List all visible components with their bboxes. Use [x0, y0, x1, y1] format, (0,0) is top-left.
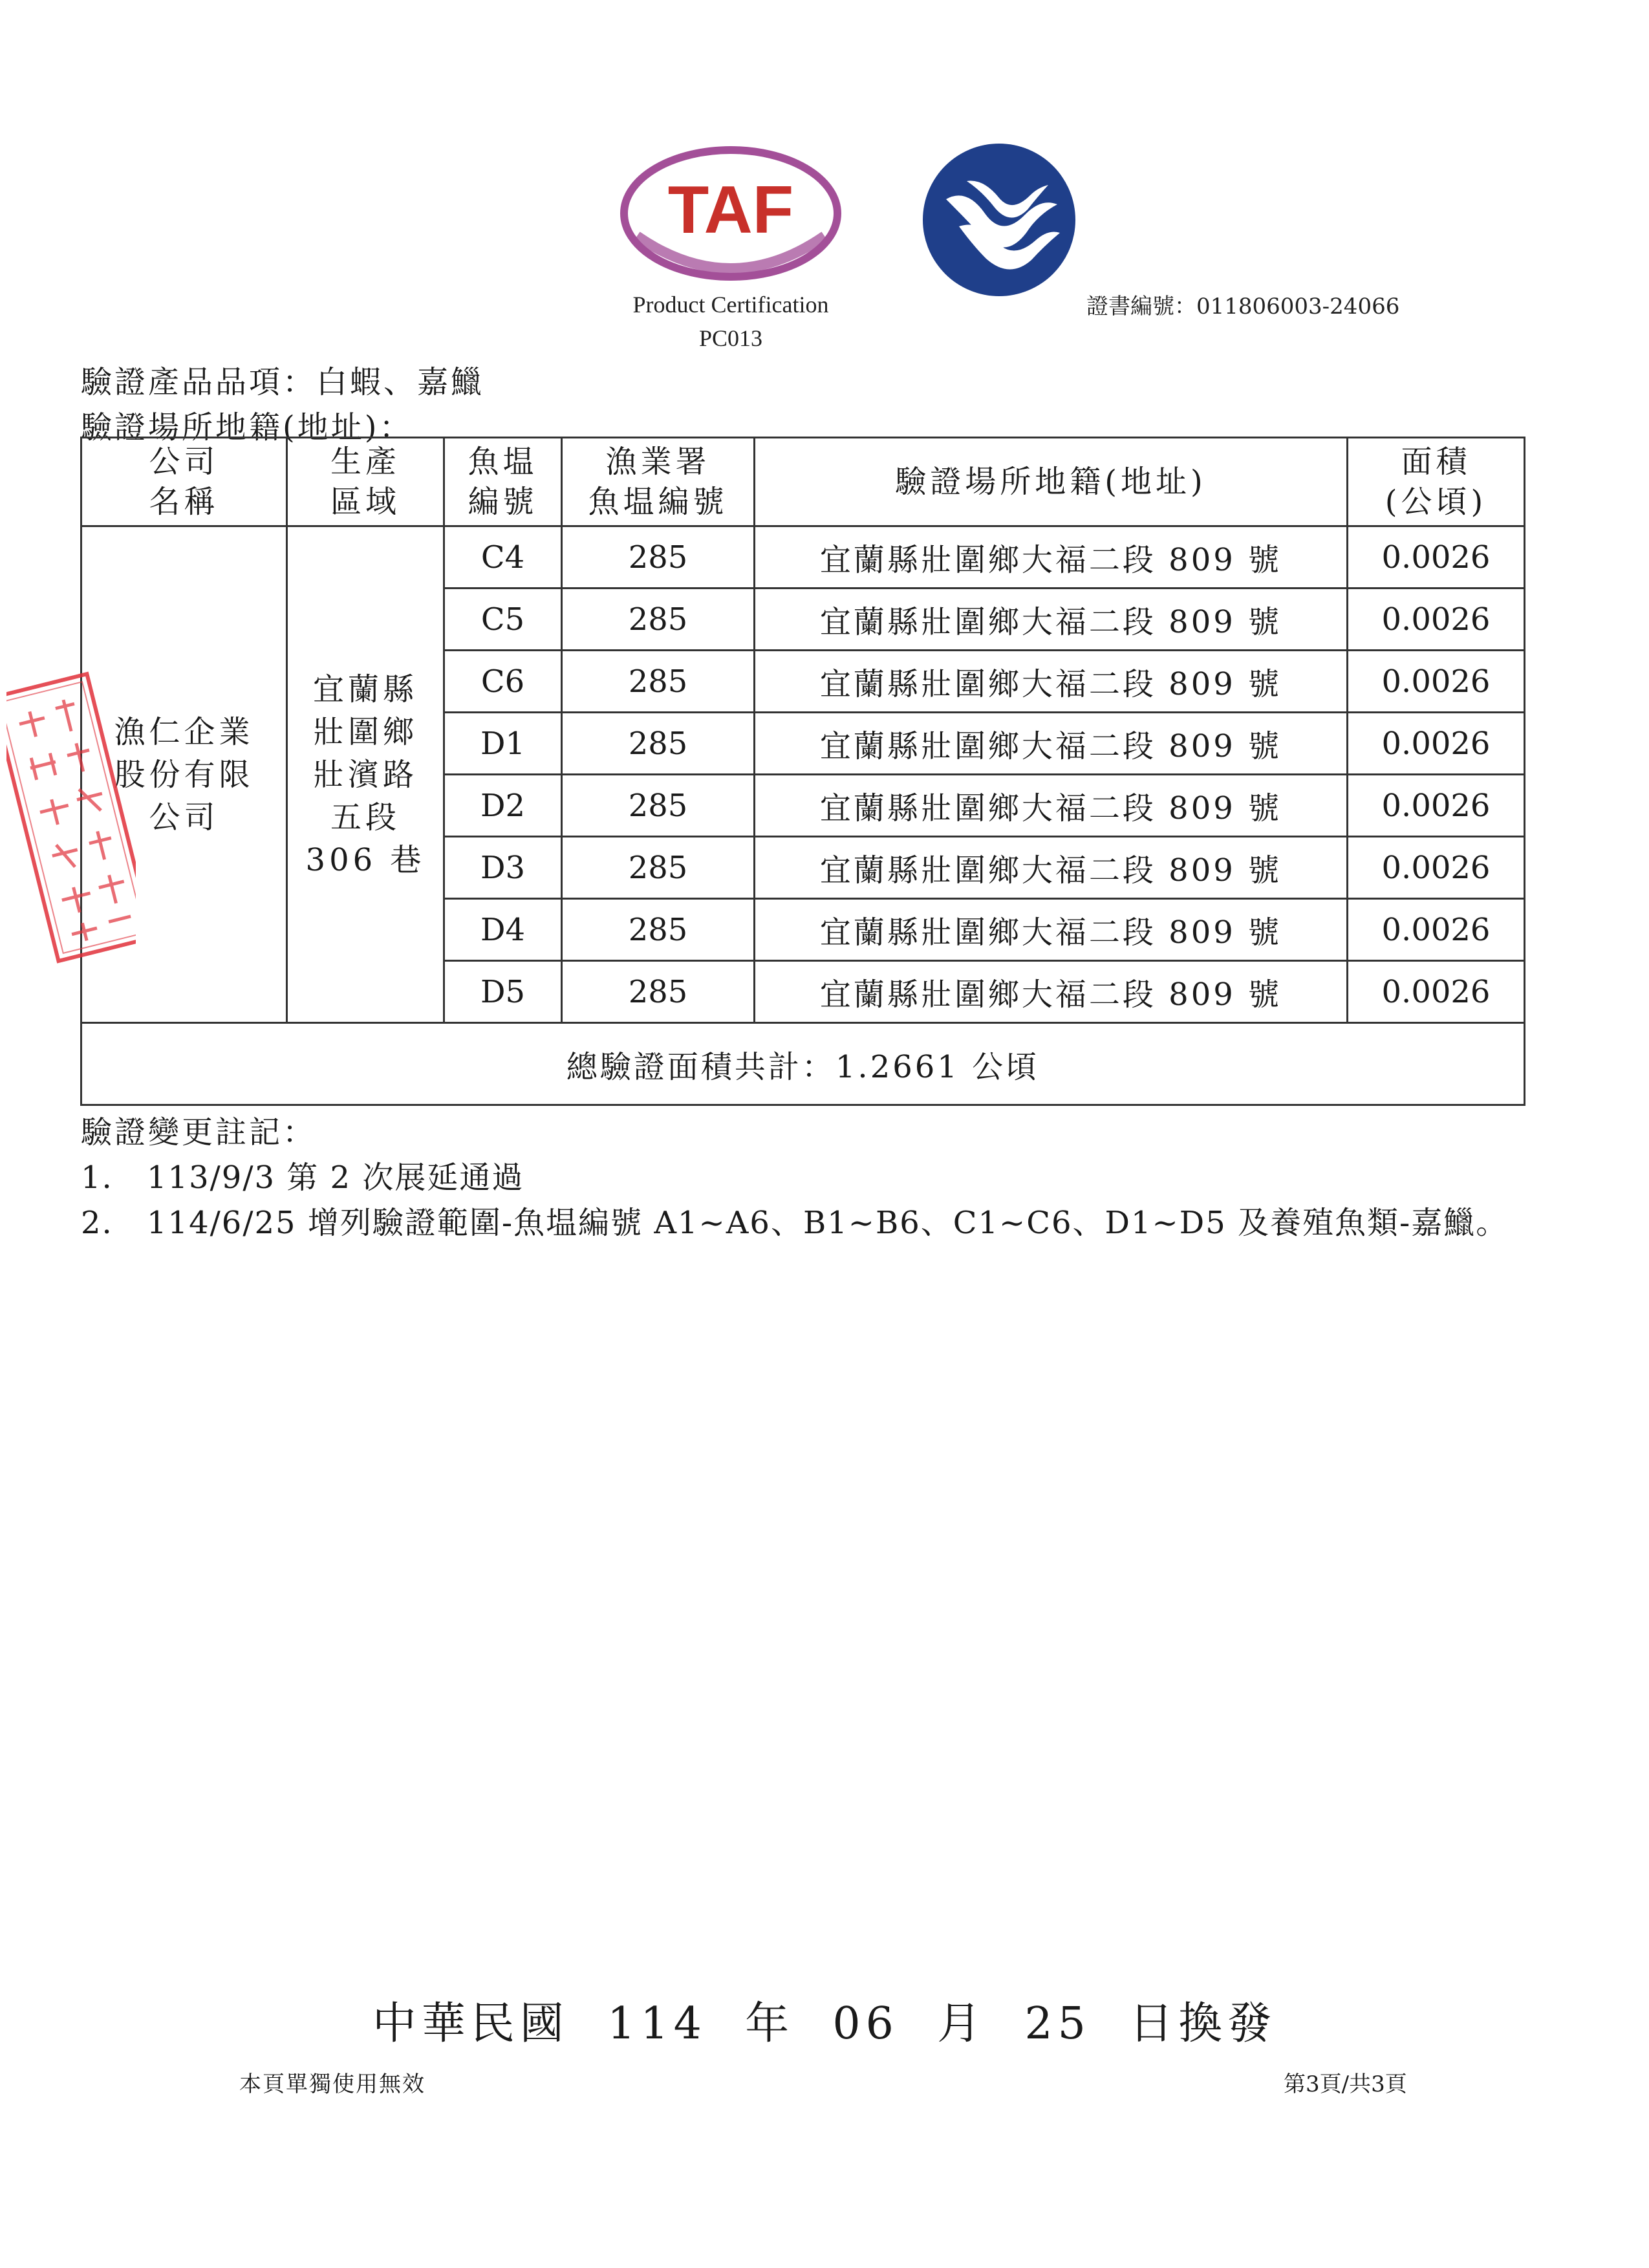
government-emblem-icon: [921, 142, 1077, 297]
page-number: 第3頁/共3頁: [1284, 2071, 1407, 2097]
pond-cell: C6: [444, 651, 562, 713]
pond-cell: C5: [444, 589, 562, 651]
header-pond-line2: 編號: [468, 484, 538, 520]
header-pond: [444, 438, 562, 526]
area-cell: 0.0026: [1348, 961, 1525, 1023]
agency-no-cell: 285: [562, 899, 755, 961]
pond-cell: D4: [444, 899, 562, 961]
address-cell: 宜蘭縣壯圍鄉大福二段 809 號: [755, 713, 1348, 775]
header-company: [81, 438, 287, 526]
taf-caption: [579, 288, 883, 355]
pond-cell: C4: [444, 526, 562, 589]
agency-no-cell: 285: [562, 526, 755, 589]
region-line2: 壯圍鄉: [312, 713, 418, 750]
change-notes-title: 驗證變更註記：: [81, 1114, 317, 1150]
site-address-label: 驗證場所地籍(地址)：: [81, 409, 413, 446]
area-cell: 0.0026: [1348, 589, 1525, 651]
change-note-item: [81, 1198, 1508, 1242]
header-area-line2: (公頃): [1385, 484, 1487, 520]
company-name-line3: 公司: [149, 799, 219, 836]
issue-date: 中華民國 114 年 06 月 25 日換發: [372, 1998, 1277, 2049]
certificate-number: 證書編號：011806003-24066: [1086, 294, 1400, 319]
table-row: [81, 526, 1525, 589]
header-agency-line1: 漁業署: [605, 444, 711, 480]
header-company-line2: 名稱: [149, 484, 219, 520]
note-number: 2.: [81, 1205, 113, 1241]
header-agency-line2: 魚塭編號: [588, 484, 728, 520]
address-cell: 宜蘭縣壯圍鄉大福二段 809 號: [755, 589, 1348, 651]
company-name-line1: 漁仁企業: [114, 713, 254, 750]
production-region-cell: [287, 526, 444, 1023]
header-address: 驗證場所地籍(地址): [755, 438, 1348, 526]
header-area-line1: 面積: [1401, 444, 1471, 480]
company-name-line2: 股份有限: [114, 756, 254, 793]
address-cell: 宜蘭縣壯圍鄉大福二段 809 號: [755, 775, 1348, 837]
area-cell: 0.0026: [1348, 526, 1525, 589]
pond-cell: D3: [444, 837, 562, 899]
header-region: [287, 438, 444, 526]
header-agency-pond: [562, 438, 755, 526]
agency-no-cell: 285: [562, 713, 755, 775]
note-text: 114/6/25 增列驗證範圍-魚塭編號 A1~A6、B1~B6、C1~C6、D1~D5 及養殖魚類-嘉鱲。: [147, 1205, 1509, 1241]
address-cell: 宜蘭縣壯圍鄉大福二段 809 號: [755, 651, 1348, 713]
agency-no-cell: 285: [562, 961, 755, 1023]
taf-caption-line2: PC013: [698, 325, 763, 351]
agency-no-cell: 285: [562, 651, 755, 713]
area-cell: 0.0026: [1348, 899, 1525, 961]
pond-cell: D1: [444, 713, 562, 775]
agency-no-cell: 285: [562, 589, 755, 651]
header-region-line1: 生產: [330, 444, 400, 480]
header-company-line1: 公司: [149, 444, 219, 480]
table-header-row: [81, 438, 1525, 526]
page-validity-note: 本頁單獨使用無效: [239, 2071, 426, 2097]
certification-table: [80, 437, 1525, 1106]
region-line3: 壯濱路: [312, 756, 418, 793]
product-items-line: 驗證產品品項：白蝦、嘉鱲: [81, 364, 485, 400]
address-cell: 宜蘭縣壯圍鄉大福二段 809 號: [755, 837, 1348, 899]
header-area: [1348, 438, 1525, 526]
agency-no-cell: 285: [562, 775, 755, 837]
region-line1: 宜蘭縣: [312, 671, 418, 707]
note-text: 113/9/3 第 2 次展延通過: [147, 1160, 524, 1196]
address-cell: 宜蘭縣壯圍鄉大福二段 809 號: [755, 899, 1348, 961]
address-cell: 宜蘭縣壯圍鄉大福二段 809 號: [755, 526, 1348, 589]
pond-cell: D2: [444, 775, 562, 837]
address-cell: 宜蘭縣壯圍鄉大福二段 809 號: [755, 961, 1348, 1023]
area-cell: 0.0026: [1348, 775, 1525, 837]
taf-caption-line1: Product Certification: [632, 292, 829, 318]
area-cell: 0.0026: [1348, 651, 1525, 713]
area-cell: 0.0026: [1348, 713, 1525, 775]
header-pond-line1: 魚塭: [468, 444, 538, 480]
header-region-line2: 區域: [330, 484, 400, 520]
region-line4: 五段: [330, 799, 400, 836]
total-area: 總驗證面積共計：1.2661 公頃: [81, 1023, 1525, 1105]
change-note-item: [81, 1152, 524, 1197]
region-line5: 306 巷: [305, 841, 426, 878]
taf-logo-text: TAF: [667, 173, 794, 248]
pond-cell: D5: [444, 961, 562, 1023]
total-row: [81, 1023, 1525, 1105]
note-number: 1.: [81, 1160, 113, 1196]
red-seal-stamp: [6, 669, 136, 980]
taf-logo: [618, 139, 844, 288]
area-cell: 0.0026: [1348, 837, 1525, 899]
agency-no-cell: 285: [562, 837, 755, 899]
